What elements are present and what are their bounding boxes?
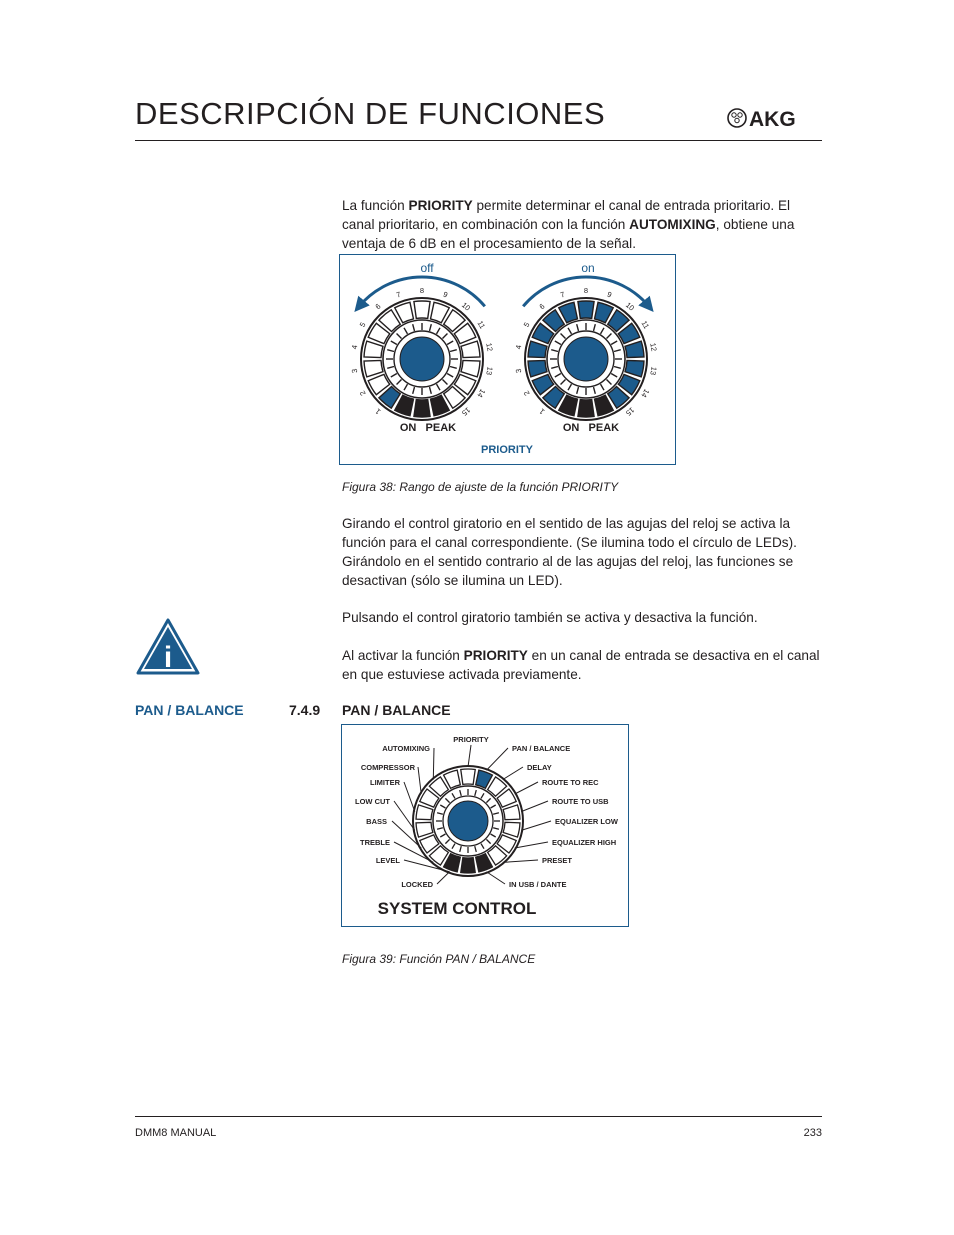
knob-cap [564, 337, 608, 381]
ring-number: 10 [459, 300, 473, 313]
footer-manual-name: DMM8 MANUAL [135, 1127, 217, 1139]
control-label-left: TREBLE [360, 838, 390, 847]
ring-number: 12 [484, 342, 495, 352]
leader-line [521, 821, 551, 830]
ring-number: 2 [357, 389, 368, 398]
knob-off [350, 277, 495, 420]
system-control-knob [413, 766, 523, 876]
leader-line [515, 842, 548, 848]
ring-number: 13 [648, 366, 659, 376]
on-peak-off: ON PEAK [399, 422, 457, 434]
priority-label: PRIORITY [481, 444, 533, 456]
priority-intro-paragraph: La función PRIORITY permite determinar el canal de entrada prioritario. El canal prioritario, en combinación con la función AUTOMIXING, obtiene una ventaja de 6 dB en el procesamiento de la señal. [342, 198, 795, 251]
ring-number: 5 [521, 320, 532, 329]
side-heading: PAN / BALANCE [135, 702, 244, 718]
control-label-right: ROUTE TO REC [542, 778, 599, 787]
control-label-left: LEVEL [375, 856, 400, 865]
knob-on [514, 277, 659, 420]
leader-line [437, 872, 450, 884]
control-label-right: PAN / BALANCE [512, 744, 571, 753]
leader-line [503, 860, 538, 862]
peak-led [414, 400, 430, 417]
leader-line [418, 767, 421, 794]
footer-rule [135, 1116, 822, 1117]
control-label-right: EQUALIZER HIGH [552, 838, 617, 847]
control-label-left: LIMITER [370, 778, 400, 787]
ring-number: 6 [537, 301, 547, 312]
ring-number: 7 [395, 289, 403, 300]
figure-39-drawing [342, 725, 628, 926]
info-glyph: i [163, 641, 173, 674]
control-label-left: LOCKED [401, 880, 433, 889]
ring-number: 6 [373, 301, 383, 312]
ring-number: 8 [583, 286, 589, 295]
figure-38-drawing [340, 255, 675, 464]
page-title: DESCRIPCIÓN DE FUNCIONES [135, 96, 606, 131]
control-label-right: DELAY [527, 763, 552, 772]
leader-line [521, 801, 548, 812]
control-label-right: IN USB / DANTE [509, 880, 567, 889]
priority-exclusive-paragraph: Al activar la función PRIORITY en un canal de entrada se desactiva en el canal en que estuviese activada previamente. [342, 648, 820, 682]
ring-number: 4 [513, 344, 524, 350]
ring-number: 4 [349, 344, 360, 350]
ring-number: 14 [475, 387, 488, 400]
logo-text: AKG [749, 108, 796, 131]
ring-number: 1 [537, 406, 547, 417]
control-label-left: AUTOMIXING [382, 744, 430, 753]
label-on: on [581, 261, 595, 275]
ring-number: 15 [459, 405, 473, 418]
control-label-left: BASS [366, 817, 387, 826]
control-label-left: COMPRESSOR [360, 763, 415, 772]
leader-line [433, 748, 434, 780]
leader-line [486, 748, 508, 770]
ring-number: 8 [419, 286, 425, 295]
info-warning-icon [135, 617, 201, 677]
ring-number: 11 [475, 319, 488, 331]
ring-number: 2 [521, 389, 532, 398]
control-label-right: EQUALIZER LOW [555, 817, 618, 826]
system-control-title: SYSTEM CONTROL [377, 899, 537, 918]
ring-number: 12 [648, 342, 659, 352]
ring-number: 5 [357, 320, 368, 329]
ring-number: 14 [639, 387, 652, 400]
figure-38-priority-knobs [339, 254, 676, 465]
label-off: off [420, 261, 434, 275]
control-label-right: PRESET [542, 856, 573, 865]
rotation-paragraph: Girando el control giratorio en el sentido de las agujas del reloj se activa la función para el canal correspondiente. (Se ilumina todo el círculo de LEDs). Girándolo en el sentido contrario al de las agujas del reloj, las funciones se desactivan (sólo se ilumina un LED). [342, 516, 797, 588]
press-paragraph: Pulsando el control giratorio también se activa y desactiva la función. [342, 610, 758, 625]
led-segment [578, 301, 594, 318]
ring-number: 13 [484, 366, 495, 376]
ring-number: 7 [559, 289, 567, 300]
leader-line [486, 872, 505, 884]
figure-38-caption: Figura 38: Rango de ajuste de la función PRIORITY [342, 480, 619, 494]
on-peak-on: ON PEAK [562, 422, 620, 434]
ring-number: 15 [623, 405, 637, 418]
led-segment [414, 301, 430, 318]
section-number: 7.4.9 [289, 702, 321, 718]
ring-number: 11 [639, 319, 652, 331]
system-led-segment [461, 769, 475, 784]
ring-number: 3 [513, 368, 524, 374]
leader-line [404, 782, 415, 812]
leader-line [515, 782, 538, 794]
figure-39-caption: Figura 39: Función PAN / BALANCE [342, 952, 536, 966]
leader-line [503, 767, 523, 780]
section-title: PAN / BALANCE [342, 702, 451, 718]
ring-number: 9 [441, 289, 449, 300]
peak-led [578, 400, 594, 417]
header-rule [135, 140, 822, 141]
control-label-left: LOW CUT [355, 797, 390, 806]
ring-number: 10 [623, 300, 637, 313]
ring-number: 1 [373, 406, 383, 417]
control-label-right: ROUTE TO USB [552, 797, 609, 806]
knob-cap [400, 337, 444, 381]
page-number: 233 [803, 1127, 822, 1139]
leader-line [468, 745, 471, 767]
ring-number: 3 [349, 368, 360, 374]
system-dark-led [461, 858, 475, 873]
control-label-top: PRIORITY [453, 735, 489, 744]
figure-39-system-control [341, 724, 629, 927]
system-knob-cap [448, 801, 488, 841]
ring-number: 9 [605, 289, 613, 300]
akg-logo [727, 105, 823, 131]
